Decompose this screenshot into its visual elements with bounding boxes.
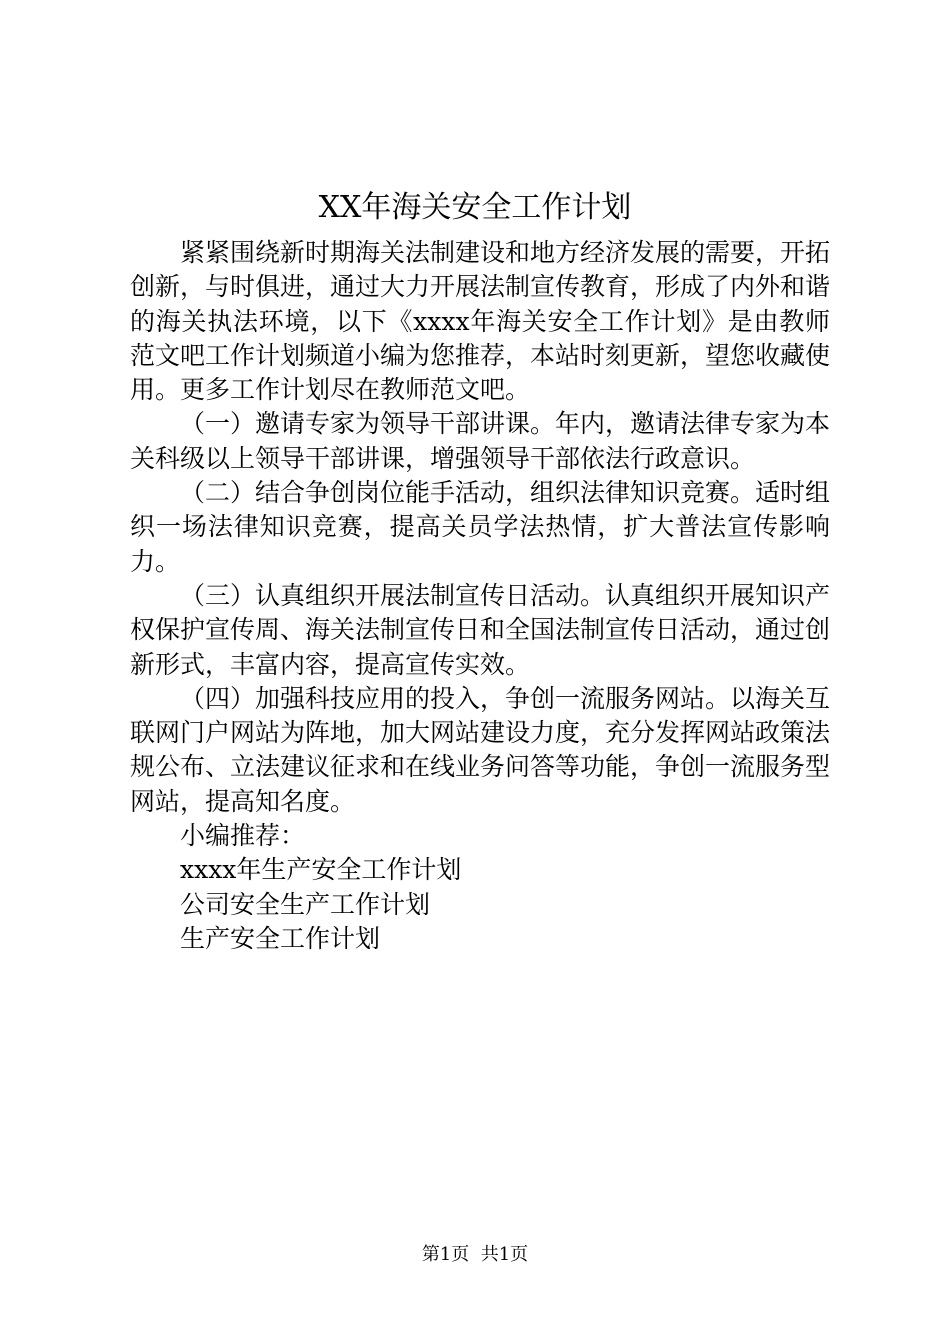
page-number-current: 第1页 <box>421 1244 470 1265</box>
plan-item-3-paragraph: （三）认真组织开展法制宣传日活动。认真组织开展知识产权保护宣传周、海关法制宣传日和全国法制宣传日活动，通过创新形式，丰富内容，提高宣传实效。 <box>130 580 831 679</box>
recommend-heading: 小编推荐： <box>180 821 306 851</box>
page-footer <box>0 1244 950 1266</box>
plan-item-1-paragraph: （一）邀请专家为领导干部讲课。年内，邀请法律专家为本关科级以上领导干部讲课，增强领导干部依法行政意识。 <box>130 409 831 473</box>
recommend-list <box>130 853 830 956</box>
intro-paragraph: 紧紧围绕新时期海关法制建设和地方经济发展的需要，开拓创新，与时俱进，通过大力开展法制宣传教育，形成了内外和谐的海关执法环境，以下《xxxx年海关安全工作计划》是由教师范文吧工作计划频道小编为您推荐，本站时刻更新，望您收藏使用。更多工作计划尽在教师范文吧。 <box>130 238 831 405</box>
recommend-item: 公司安全生产工作计划 <box>180 889 431 919</box>
plan-item-4-paragraph: （四）加强科技应用的投入，争创一流服务网站。以海关互联网门户网站为阵地，加大网站建设力度，充分发挥网站政策法规公布、立法建议征求和在线业务问答等功能，争创一流服务型网站，提高知名度。 <box>130 683 831 816</box>
plan-item-2-paragraph: （二）结合争创岗位能手活动，组织法律知识竞赛。适时组织一场法律知识竞赛，提高关员学法热情，扩大普法宣传影响力。 <box>130 478 831 576</box>
document-body <box>130 236 830 956</box>
footer-separator <box>469 1244 480 1265</box>
page-number-total: 共1页 <box>480 1244 529 1265</box>
document-title: XX年海关安全工作计划 <box>318 190 632 225</box>
recommend-item: xxxx年生产安全工作计划 <box>180 855 462 885</box>
recommend-item: 生产安全工作计划 <box>180 923 381 953</box>
